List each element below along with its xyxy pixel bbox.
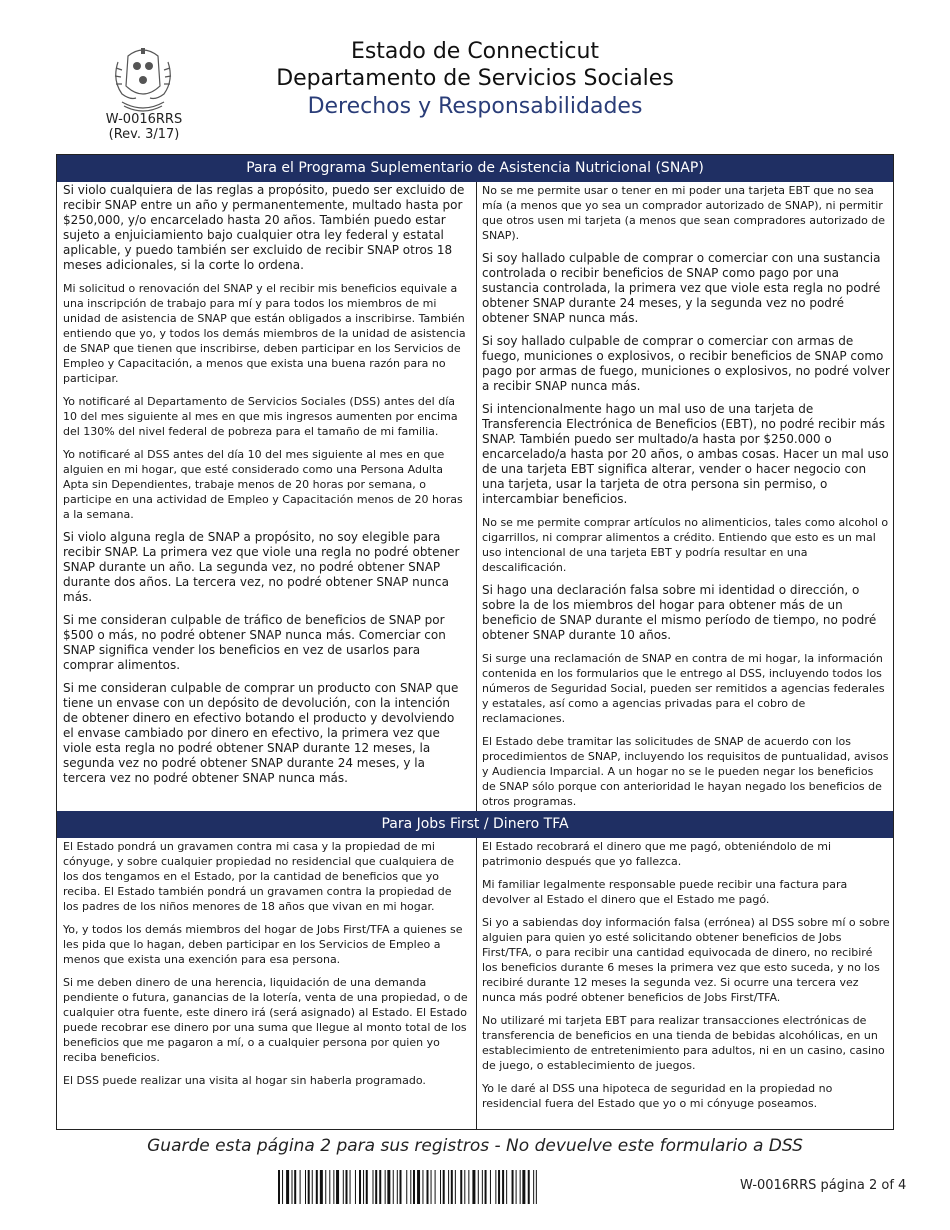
paragraph: Si violo alguna regla de SNAP a propósito, no soy elegible para recibir SNAP. La primera vez que viole una regla no podré obtener SNAP durante un año. La segunda vez, no podré obtener SNAP durante dos años. La tercera vez, no podré obtener SNAP nunca más. bbox=[63, 530, 460, 604]
barcode-bar bbox=[460, 1170, 462, 1204]
barcode-bar bbox=[533, 1170, 534, 1204]
footer-notice: Guarde esta página 2 para sus registros - No devuelve este formulario a DSS bbox=[147, 1136, 803, 1156]
barcode-bar bbox=[329, 1170, 330, 1204]
barcode-bar bbox=[427, 1170, 429, 1204]
snap-right-column bbox=[482, 183, 890, 809]
form-number: W-0016RRS bbox=[105, 112, 183, 127]
barcode-bar bbox=[498, 1170, 500, 1204]
paragraph: El DSS puede realizar una visita al hogar sin haberla programado. bbox=[63, 1074, 426, 1087]
paragraph: Yo notificaré al Departamento de Servicios Sociales (DSS) antes del día 10 del mes siguiente al mes en que mis ingresos aumenten por encima del 130% del nivel federal de pobreza para el tamaño de mi familia. bbox=[63, 395, 458, 438]
barcode-bar bbox=[451, 1170, 453, 1204]
barcode-bar bbox=[300, 1170, 301, 1204]
snap-section-heading: Para el Programa Suplementario de Asistencia Nutricional (SNAP) bbox=[57, 155, 893, 182]
paragraph: Si me deben dinero de una herencia, liquidación de una demanda pendiente o futura, ganancias de la lotería, venta de una propiedad, o de cualquier otra fuente, este dinero irá (será asignado) al Estado. El Estado puede recobrar ese dinero por una suma que llegue al monto total de los beneficios que me pagaron a mí, o a cualquier persona por quien yo reciba beneficios. bbox=[63, 976, 468, 1064]
jobs-first-section-heading: Para Jobs First / Dinero TFA bbox=[57, 811, 893, 838]
barcode-bar bbox=[502, 1170, 504, 1204]
paragraph: Yo notificaré al DSS antes del día 10 del mes siguiente al mes en que alguien en mi hogar, que esté considerado como una Persona Adulta Apta sin Dependientes, trabaje menos de 20 horas por semana, o participe en una actividad de Empleo y Capacitación menos de 20 horas a la semana. bbox=[63, 448, 463, 521]
barcode-bar bbox=[350, 1170, 351, 1204]
paragraph: No utilizaré mi tarjeta EBT para realizar transacciones electrónicas de transferencia de beneficios en una tienda de bebidas alcohólicas, en un establecimiento de entretenimiento para adultos, ni en un casino, casino de juego, o establecimiento de juegos. bbox=[482, 1014, 885, 1072]
paragraph: Si surge una reclamación de SNAP en contra de mi hogar, la información contenida en los formularios que le entrego al DSS, incluyendo todos los números de Seguridad Social, pueden ser remitidos a agencias federales y estatales, así como a agencias privadas para el cobro de reclamaciones. bbox=[482, 652, 885, 725]
barcode-bar bbox=[385, 1170, 386, 1204]
paragraph: Si soy hallado culpable de comprar o comerciar con una sustancia controlada o recibir beneficios de SNAP como pago por una sustancia controlada, la primera vez que viole esta regla no podré obtener SNAP durante 24 meses, y la segunda vez no podré obtener SNAP nunca más. bbox=[482, 251, 881, 325]
barcode-bar bbox=[528, 1170, 530, 1204]
barcode-bar bbox=[478, 1170, 479, 1204]
barcode-bar bbox=[406, 1170, 407, 1204]
barcode-bar bbox=[292, 1170, 293, 1204]
barcode-bar bbox=[373, 1170, 374, 1204]
paragraph: Si me consideran culpable de tráfico de beneficios de SNAP por $500 o más, no podré obtener SNAP nunca más. Comerciar con SNAP significa vender los beneficios en vez de usarlos para comprar alimentos. bbox=[63, 613, 446, 672]
barcode-bar bbox=[485, 1170, 487, 1204]
jobs-left-column bbox=[63, 839, 468, 1125]
barcode-bar bbox=[363, 1170, 364, 1204]
paragraph: Si me consideran culpable de comprar un producto con SNAP que tiene un envase con un depósito de devolución, con la intención de obtener dinero en efectivo botando el producto y devolviendo el envase cambiado por dinero en efectivo, la primera vez que viole esta regla no podré obtener SNAP durante 12 meses, la segunda vez no podré obtener SNAP durante 24 meses, y la tercera vez no podré obtener SNAP nunca más. bbox=[63, 681, 459, 785]
paragraph: Mi solicitud o renovación del SNAP y el recibir mis beneficios equivale a una inscripción de trabajo para mí y para todos los miembros de mi unidad de asistencia de SNAP que están obligados a inscribirse. También entiendo que yo, y todos los demás miembros de la unidad de asistencia de SNAP que tienen que inscribirse, deben participar en los Servicios de Empleo y Capacitación, a menos que exista una buena razón para no participar. bbox=[63, 282, 466, 385]
barcode-bar bbox=[422, 1170, 423, 1204]
snap-left-column bbox=[63, 183, 468, 809]
barcode-bar bbox=[320, 1170, 323, 1204]
barcode-bar bbox=[387, 1170, 390, 1204]
barcode-bar bbox=[400, 1170, 402, 1204]
barcode-bar bbox=[417, 1170, 420, 1204]
barcode-bar bbox=[472, 1170, 475, 1204]
barcode-bar bbox=[346, 1170, 348, 1204]
column-divider bbox=[476, 838, 477, 1129]
barcode-bar bbox=[506, 1170, 507, 1204]
paragraph: Yo le daré al DSS una hipoteca de seguridad en la propiedad no residencial fuera del Estado que yo o mi cónyuge poseamos. bbox=[482, 1082, 833, 1110]
paragraph: El Estado debe tramitar las solicitudes de SNAP de acuerdo con los procedimientos de SNAP, incluyendo los requisitos de puntualidad, avisos y Audiencia Imparcial. A un hogar no se le pueden negar los beneficios de SNAP sólo porque con anterioridad le hayan negado los beneficios de otros programas. bbox=[482, 735, 889, 808]
barcode-bar bbox=[397, 1170, 398, 1204]
barcode-bar bbox=[312, 1170, 313, 1204]
barcode-bar bbox=[305, 1170, 306, 1204]
barcode-bar bbox=[522, 1170, 525, 1204]
barcode-bar bbox=[516, 1170, 517, 1204]
paragraph: El Estado recobrará el dinero que me pagó, obteniéndolo de mi patrimonio después que yo fallezca. bbox=[482, 840, 832, 868]
barcode-bar bbox=[468, 1170, 469, 1204]
barcode-bar bbox=[482, 1170, 483, 1204]
barcode-bar bbox=[520, 1170, 521, 1204]
barcode-bar bbox=[413, 1170, 415, 1204]
paragraph: No se me permite comprar artículos no alimenticios, tales como alcohol o cigarrillos, ni comprar alimentos a crédito. Entiendo que esto es un mal uso intencional de una tarjeta EBT y podría resultar en una descalificación. bbox=[482, 516, 889, 574]
barcode-bar bbox=[440, 1170, 441, 1204]
barcode-bar bbox=[512, 1170, 514, 1204]
paragraph: Yo, y todos los demás miembros del hogar de Jobs First/TFA a quienes se les pida que lo hagan, deben participar en los Servicios de Empleo a menos que exista una exención para esa persona. bbox=[63, 923, 463, 966]
barcode-bar bbox=[379, 1170, 381, 1204]
form-revision: (Rev. 3/17) bbox=[108, 127, 180, 142]
barcode-bar bbox=[495, 1170, 496, 1204]
barcode-bar bbox=[355, 1170, 356, 1204]
barcode-bar bbox=[443, 1170, 445, 1204]
jobs-right-column bbox=[482, 839, 890, 1125]
barcode-bar bbox=[448, 1170, 449, 1204]
paragraph: Si violo cualquiera de las reglas a propósito, puedo ser excluido de recibir SNAP entre un año y permanentemente, multado hasta por $250,000, y/o encarcelado hasta 20 años. También puedo estar sujeto a enjuiciamiento bajo cualquier otra ley federal y estatal aplicable, y puedo también ser excluido de recibir SNAP otros 18 meses adicionales, si la corte lo ordena. bbox=[63, 183, 465, 272]
barcode-bar bbox=[325, 1170, 326, 1204]
document-subtitle: Derechos y Responsabilidades bbox=[307, 94, 643, 119]
barcode-bar bbox=[343, 1170, 344, 1204]
barcode-bar bbox=[435, 1170, 436, 1204]
barcode-bar bbox=[294, 1170, 296, 1204]
barcode-bar bbox=[359, 1170, 361, 1204]
barcode-bar bbox=[316, 1170, 318, 1204]
rights-table bbox=[56, 154, 894, 1130]
barcode-bar bbox=[464, 1170, 465, 1204]
page-number: W-0016RRS página 2 of 4 bbox=[740, 1178, 907, 1193]
barcode-bar bbox=[308, 1170, 310, 1204]
paragraph: Si yo a sabiendas doy información falsa (errónea) al DSS sobre mí o sobre alguien para quien yo esté solicitando obtener beneficios de Jobs First/TFA, o para recibir una cantidad equivocada de dinero, no recibiré los beneficios durante 6 meses la primera vez que esto suceda, y no los recibiré durante 12 meses la segunda vez. Si ocurre una tercera vez nunca más podré obtener beneficios de Jobs First/TFA. bbox=[482, 916, 890, 1004]
barcode-bar bbox=[455, 1170, 456, 1204]
barcode-bar bbox=[375, 1170, 377, 1204]
paragraph: El Estado pondrá un gravamen contra mi casa y la propiedad de mi cónyuge, y sobre cualquier propiedad no residencial que cualquiera de los dos tengamos en el Estado, por la cantidad de beneficios que yo reciba. El Estado también pondrá un gravamen contra la propiedad de los padres de los niños menores de 18 años que vivan en mi hogar. bbox=[63, 840, 455, 913]
barcode-bar bbox=[286, 1170, 289, 1204]
barcode-bar bbox=[366, 1170, 368, 1204]
paragraph: Si soy hallado culpable de comprar o comerciar con armas de fuego, municiones o explosivos, o recibir beneficios de SNAP como pago por armas de fuego, municiones o explosivos, no podré volver a recibir SNAP nunca más. bbox=[482, 334, 890, 393]
barcode-bar bbox=[333, 1170, 334, 1204]
department-name: Departamento de Servicios Sociales bbox=[276, 66, 674, 91]
barcode-bar bbox=[336, 1170, 339, 1204]
paragraph: Si hago una declaración falsa sobre mi identidad o dirección, o sobre la de los miembros del hogar para obtener más de un beneficio de SNAP durante el mismo período de tiempo, no podré obtener SNAP durante 10 años. bbox=[482, 583, 877, 642]
barcode-bar bbox=[490, 1170, 491, 1204]
paragraph: Mi familiar legalmente responsable puede recibir una factura para devolver al Estado el dinero que el Estado me pagó. bbox=[482, 878, 848, 906]
document-title bbox=[160, 38, 790, 121]
paragraph: No se me permite usar o tener en mi poder una tarjeta EBT que no sea mía (a menos que yo sea un comprador autorizado de SNAP), ni permitir que otros usen mi tarjeta (a menos que sean compradores autorizado de SNAP). bbox=[482, 184, 886, 242]
barcode-bar bbox=[278, 1170, 280, 1204]
barcode-bar bbox=[536, 1170, 537, 1204]
barcode-bar bbox=[393, 1170, 394, 1204]
paragraph: Si intencionalmente hago un mal uso de una tarjeta de Transferencia Electrónica de Beneficios (EBT), no podré recibir más SNAP. También puedo ser multado/a hasta por $250.000 o encarcelado/a hasta por 20 años, o ambas cosas. Hacer un mal uso de una tarjeta EBT significa alterar, vender o hacer negocio con una tarjeta, usar la tarjeta de otra persona sin permiso, o intercambiar beneficios. bbox=[482, 402, 889, 506]
barcode-bar bbox=[431, 1170, 432, 1204]
barcode bbox=[278, 1170, 666, 1204]
barcode-bar bbox=[410, 1170, 411, 1204]
column-divider bbox=[476, 182, 477, 811]
barcode-bar bbox=[282, 1170, 283, 1204]
state-name: Estado de Connecticut bbox=[350, 39, 600, 64]
